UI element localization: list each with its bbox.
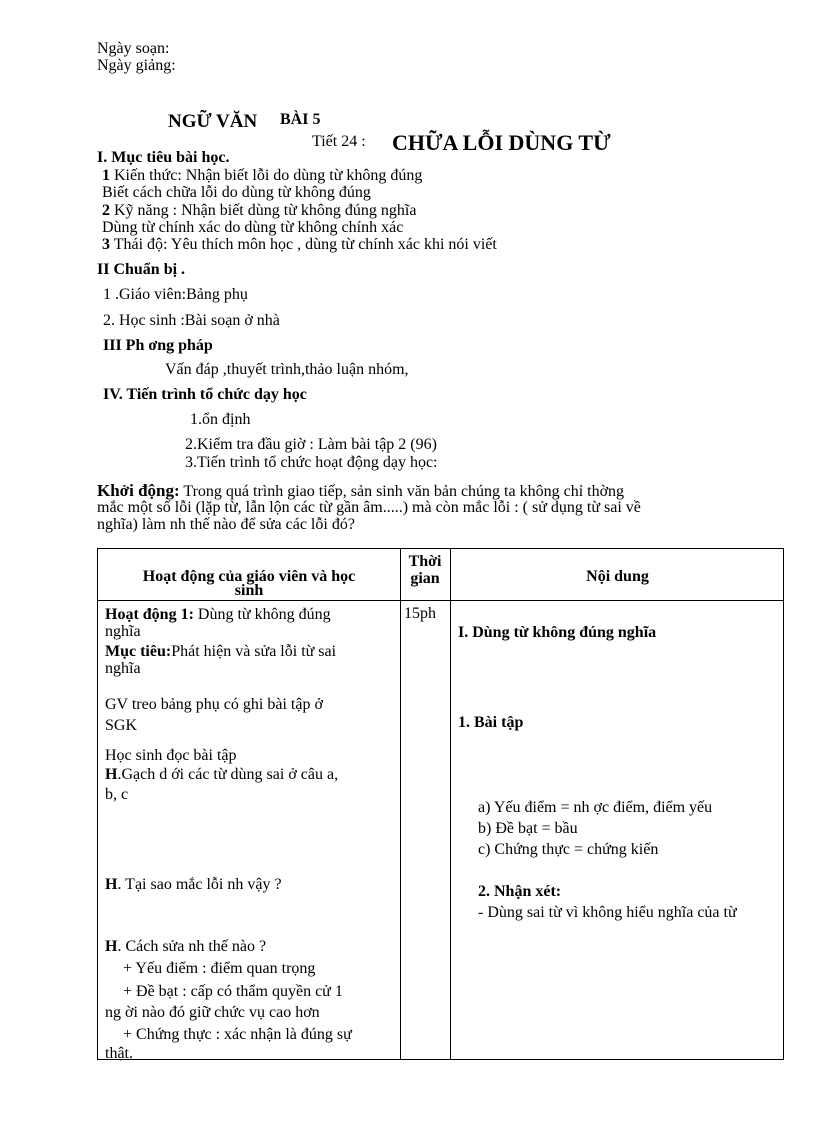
method-text: Vấn đáp ,thuyết trình,thảo luận nhóm, bbox=[165, 361, 409, 378]
column-divider bbox=[400, 549, 401, 1059]
lesson-title: CHỮA LỖI DÙNG TỪ bbox=[392, 130, 611, 155]
note-line: - Dùng sai từ vì không hiểu nghĩa của từ bbox=[478, 904, 737, 921]
fix-line: + Chứng thực : xác nhận là đúng sự bbox=[123, 1026, 352, 1043]
column-divider bbox=[450, 549, 451, 1059]
section-process-heading: IV. Tiến trình tổ chức dạy học bbox=[103, 386, 307, 403]
activity-1: Hoạt động 1: Dùng từ không đúng nghĩa bbox=[105, 606, 331, 640]
answer-line: c) Chứng thực = chứng kiến bbox=[478, 841, 659, 858]
activity-objective: Mục tiêu:Phát hiện và sửa lỗi từ sai nghĩa bbox=[105, 643, 337, 677]
question-1: H.Gạch d ới các từ dùng sai ở câu a, b, c bbox=[105, 766, 339, 803]
fix-line: ng ời nào đó giữ chức vụ cao hơn bbox=[105, 1004, 320, 1021]
question-3: H. Cách sửa nh thế nào ? bbox=[105, 938, 267, 955]
process-item: 3.Tiến trình tổ chức hoạt động dạy học: bbox=[185, 454, 438, 471]
time-value: 15ph bbox=[404, 605, 436, 622]
section-objectives-heading: I. Mục tiêu bài học. bbox=[97, 149, 230, 166]
lesson-number: BÀI 5 bbox=[280, 111, 321, 128]
warmup-line: nghĩa) làm nh thế nào để sửa các lỗi đó? bbox=[97, 516, 355, 533]
date-taught-label: Ngày giảng: bbox=[97, 57, 176, 74]
question-2: H. Tại sao mắc lỗi nh vậy ? bbox=[105, 876, 282, 893]
teacher-step: GV treo bảng phụ có ghi bài tập ở SGK bbox=[105, 696, 323, 734]
content-heading-3: 2. Nhận xét: bbox=[478, 883, 562, 900]
process-item: 2.Kiểm tra đầu giờ : Làm bài tập 2 (96) bbox=[185, 436, 437, 453]
objective-line: Biết cách chữa lỗi do dùng từ không đúng bbox=[102, 184, 371, 201]
student-step: Học sinh đọc bài tập bbox=[105, 747, 237, 764]
objective-line: Dùng từ chính xác do dùng từ không chính xác bbox=[102, 219, 404, 236]
fix-line: + Đề bạt : cấp có thẩm quyền cử 1 bbox=[123, 983, 343, 1000]
content-heading-1: I. Dùng từ không đúng nghĩa bbox=[458, 624, 657, 641]
date-prepared-label: Ngày soạn: bbox=[97, 40, 170, 57]
section-method-heading: III Ph ơng pháp bbox=[103, 337, 213, 354]
objective-line: 2 Kỹ năng : Nhận biết dùng từ không đúng nghĩa bbox=[102, 202, 417, 219]
objective-line: 3 Thái độ: Yêu thích môn học , dùng từ chính xác khi nói viết bbox=[102, 236, 497, 253]
section-preparation-heading: II Chuẩn bị . bbox=[97, 261, 186, 278]
answer-line: a) Yếu điểm = nh ợc điểm, điểm yếu bbox=[478, 799, 713, 816]
header-divider bbox=[98, 600, 783, 601]
preparation-item: 1 .Giáo viên:Bảng phụ bbox=[103, 286, 248, 303]
lesson-table bbox=[97, 548, 784, 1060]
objective-line: 1 Kiến thức: Nhận biết lỗi do dùng từ không đúng bbox=[102, 167, 423, 184]
header-content: Nội dung bbox=[586, 568, 649, 585]
fix-line: + Yếu điểm : điểm quan trọng bbox=[123, 960, 316, 977]
header-activities: Hoạt động của giáo viên và học sinh bbox=[142, 568, 356, 599]
content-heading-2: 1. Bài tập bbox=[458, 714, 524, 731]
fix-line: thật. bbox=[105, 1045, 133, 1062]
process-item: 1.ổn định bbox=[190, 411, 251, 428]
header-time: Thời gian bbox=[408, 553, 442, 587]
warmup-label: Khởi động: bbox=[97, 481, 180, 500]
subject-title: NGỮ VĂN bbox=[168, 111, 258, 132]
warmup-paragraph: Khởi động: Trong quá trình giao tiếp, sản sinh văn bản chúng ta không chỉ thờng bbox=[97, 481, 625, 500]
period-label: Tiết 24 : bbox=[312, 133, 366, 150]
answer-line: b) Đề bạt = bầu bbox=[478, 820, 578, 837]
preparation-item: 2. Học sinh :Bài soạn ở nhà bbox=[103, 312, 280, 329]
warmup-line: mắc một số lỗi (lặp từ, lẫn lộn các từ gần âm.....) mà còn mắc lỗi : ( sử dụng từ sai về bbox=[97, 499, 641, 516]
